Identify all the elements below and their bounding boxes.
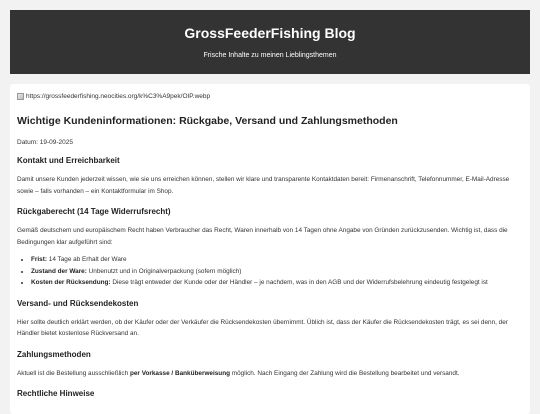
- section-heading-zahlung: Zahlungsmethoden: [17, 349, 91, 359]
- section-text-kontakt: Damit unsere Kunden jederzeit wissen, wie sie uns erreichen können, stellen wir klare und transparente Kontaktdaten bereit: Firmenanschrift, Telefonnummer, E-Mail-Adresse sowie – falls vorhanden – ein Kontaktformular im Shop.: [17, 176, 510, 195]
- post-title: Wichtige Kundeninformationen: Rückgabe, Versand und Zahlungsmethoden: [17, 115, 398, 127]
- zahlung-method-strong: per Vorkasse / Banküberweisung: [129, 369, 231, 377]
- zahlung-text-before: Aktuell ist die Bestellung ausschließlich: [17, 369, 130, 377]
- list-item: [31, 266, 523, 278]
- list-item: [31, 254, 523, 266]
- broken-image-icon: [17, 93, 24, 100]
- rueckgabe-conditions-list: [17, 254, 523, 289]
- section-heading-rueckgabe: Rückgaberecht (14 Tage Widerrufsrecht): [17, 207, 171, 216]
- list-item-label: Zustand der Ware:: [31, 267, 87, 275]
- section-heading-kontakt: Kontakt und Erreichbarkeit: [17, 156, 120, 165]
- list-item-text: 14 Tage ab Erhalt der Ware: [46, 256, 127, 263]
- list-item-label: Frist:: [31, 256, 47, 263]
- section-heading-rechtlich: Rechtliche Hinweise: [17, 389, 95, 398]
- list-item-label: Kosten der Rücksendung:: [31, 279, 111, 286]
- section-text-versand: Hier sollte deutlich erklärt werden, ob der Käufer oder der Verkäufer die Rücksendekosten übernimmt. Üblich ist, dass der Käufer die Rücksendekosten trägt, es sei denn, der Händler bietet kostenlose Rückversand an.: [17, 318, 508, 337]
- section-heading-versand: Versand- und Rücksendekosten: [17, 298, 139, 308]
- blog-subtitle: Frische Inhalte zu meinen Lieblingsthemen: [203, 52, 337, 59]
- blog-title: GrossFeederFishing Blog: [184, 25, 356, 41]
- section-text-zahlung: [17, 368, 523, 380]
- post-card: [10, 84, 530, 414]
- post-date: Datum: 19-09-2025: [17, 139, 74, 146]
- list-item-text: Unbenutzt und in Originalverpackung (sofern möglich): [86, 267, 242, 275]
- blog-header: [10, 10, 530, 74]
- list-item: [31, 277, 523, 289]
- post-image: [17, 92, 523, 101]
- post-image-alt: https://grossfeederfishing.neocities.org/k%C3%A9pek/OIP.webp: [26, 93, 211, 100]
- zahlung-text-after: möglich. Nach Eingang der Zahlung wird die Bestellung bearbeitet und versandt.: [230, 369, 460, 377]
- post-content: [17, 92, 523, 399]
- section-text-rueckgabe: Gemäß deutschem und europäischem Recht haben Verbraucher das Recht, Waren innerhalb von 14 Tagen ohne Angabe von Gründen zurückzusenden. Wichtig ist, dass die Bedingungen klar aufgeführt sind:: [17, 227, 508, 246]
- list-item-text: Diese trägt entweder der Kunde oder der Händler – je nachdem, was in den AGB und der Widerrufsbelehrung eindeutig festgelegt ist: [110, 279, 488, 286]
